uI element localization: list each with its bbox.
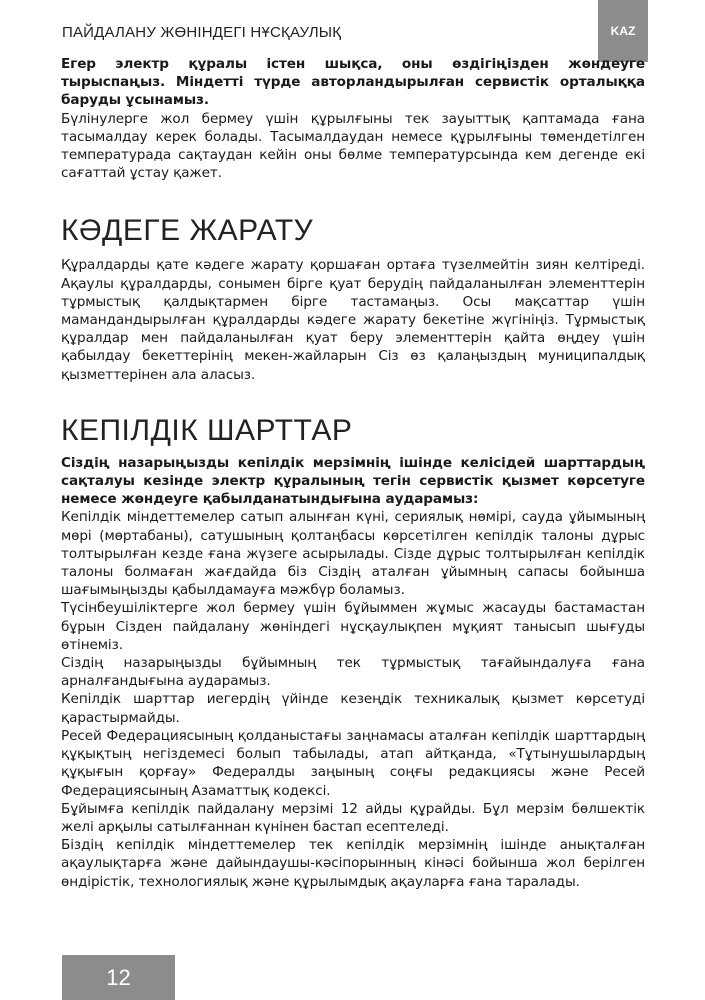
- warranty-paragraph: Ресей Федерациясының қолданыстағы заңнамасы аталған кепілдік шарттардың құқықтың негіздемесі болып табылады, атап айтқанда, «Тұтынушылардың құқығын қорғау» Федералды заңының соңғы редакциясы және Ресей Федерациясының Азаматтық кодексі.: [61, 727, 645, 799]
- page-content: [61, 55, 645, 891]
- warranty-heading: КЕПІЛДІК ШАРТТАР: [61, 413, 353, 447]
- warranty-paragraph: Кепілдік міндеттемелер сатып алынған күні, сериялық нөмірі, сауда ұйымының мөрі (мөртабаны), сатушының қолтаңбасы көрсетілген кепілдік талоны дұрыс толтырылған кезде ғана жүзеге асырылады. Сізде дұрыс толтырылған кепілдік талоны болмаған жағдайда біз Сіздің аталған ұйымның сапасы бойынша шағымыңызды қабылдамауға мәжбүр боламыз.: [61, 509, 645, 599]
- warranty-intro: Сіздің назарыңызды кепілдік мерзімнің ішінде келісідей шарттардың сақталуы кезінде электр құралының тегін сервистік қызмет көрсетуге немесе жөндеуге қабылданатындығына аударамыз:: [61, 454, 645, 508]
- warranty-paragraph: Кепілдік шарттар иегердің үйінде кезеңдік техникалық қызмет көрсетуді қарастырмайды.: [61, 691, 645, 726]
- warranty-paragraph: Біздің кепілдік міндеттемелер тек кепілдік мерзімнің ішінде анықталған ақаулықтарға және дайындаушы-кәсіпорынның кінәсі бойынша жол берілген өндірістік, технологиялық және құрылымдық ақауларға ғана таралады.: [61, 837, 645, 890]
- language-badge: KAZ: [598, 0, 648, 62]
- disposal-heading: КӘДЕГЕ ЖАРАТУ: [61, 214, 314, 248]
- transport-instructions: Бүлінулерге жол бермеу үшін құрылғыны тек зауыттық қаптамада ғана тасымалдау керек болады. Тасымалдаудан немесе құрылғыны төмендетілген температурада сақтаудан кейін оны бөлме температурсында кем дегенде екі сағаттай ұстау қажет.: [61, 110, 645, 182]
- page-number-box: [62, 955, 175, 1000]
- warranty-paragraph: Бұйымға кепілдік пайдалану мерзімі 12 айды құрайды. Бұл мерзім бөлшектік желі арқылы сатылғаннан күнінен бастап есептеледі.: [61, 800, 645, 835]
- warranty-paragraph: Сіздің назарыңызды бұйымның тек тұрмыстық тағайындалуға ғана арналғандығына аударамыз.: [61, 655, 645, 690]
- warranty-paragraph: Түсінбеушіліктерге жол бермеу үшін бұйыммен жұмыс жасауды бастамастан бұрын Сізден пайдалану жөніндегі нұсқаулықпен мұқият танысып шығуды өтінеміз.: [61, 600, 645, 653]
- disposal-text: Құралдарды қате кәдеге жарату қоршаған ортаға түзелмейтін зиян келтіреді. Ақаулы құралдарды, сонымен бірге қуат берудің пайдаланылған элементтерін тұрмыстық қалдықтармен бірге тастамаңыз. Осы мақсаттар үшін мамандандырылған құралдарды кәдеге жарату бекетіне жүгініңіз. Тұрмыстық құралдар мен пайдаланылған қуат беру элементтерін қайта өңдеу үшін қабылдау бекеттерінің мекен-жайларын Сіз өз қалаңыздың муниципалдық қызметтерінен ала аласыз.: [61, 257, 645, 383]
- document-header-title: ПАЙДАЛАНУ ЖӨНІНДЕГІ НҰСҚАУЛЫҚ: [62, 24, 342, 41]
- page-number: 12: [106, 964, 131, 990]
- repair-warning: Егер электр құралы істен шықса, оны өздігіңізден жөндеуге тырыспаңыз. Міндетті түрде авторландырылған сервистік орталыққа баруды ұсынамыз.: [61, 56, 645, 109]
